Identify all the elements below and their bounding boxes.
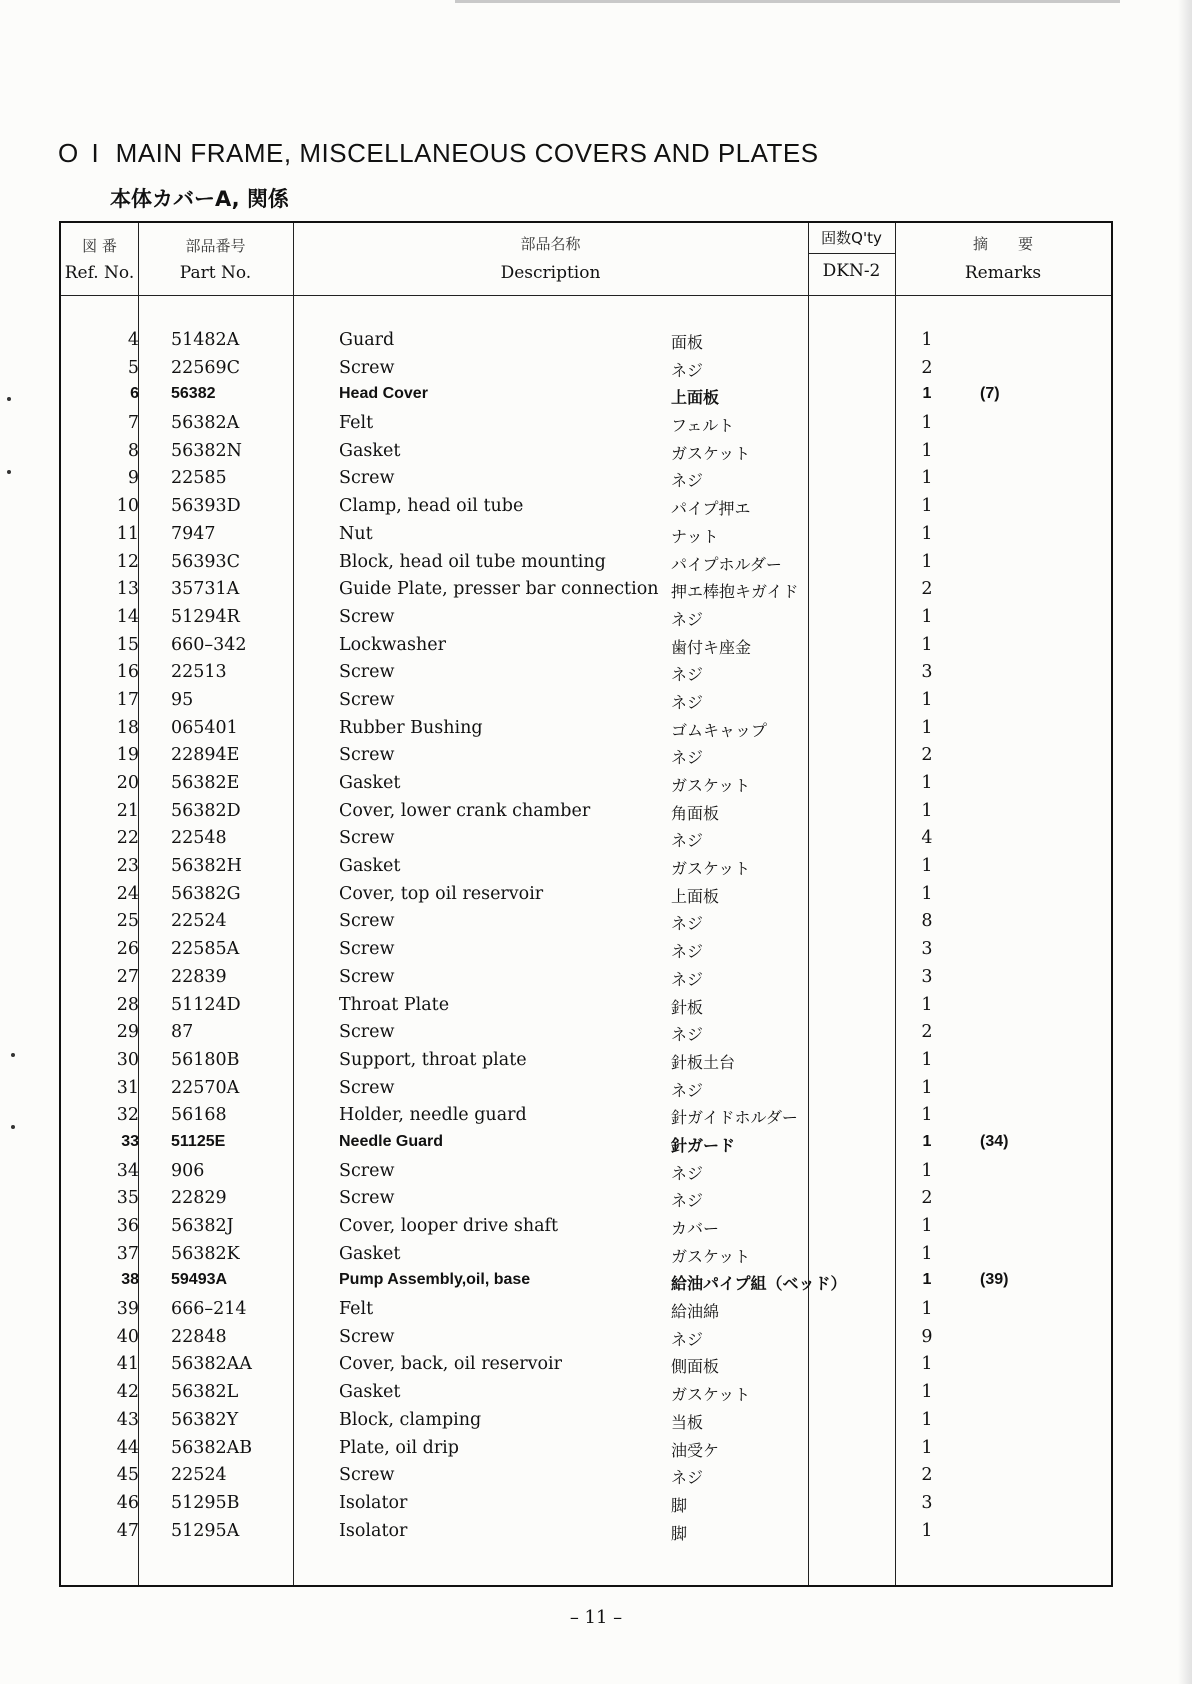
table-row [61, 1379, 1111, 1407]
quantity: 1 [921, 496, 933, 517]
ref-no: 28 [116, 994, 139, 1015]
description: Cover, top oil reservoir [339, 883, 544, 904]
ref-no: 25 [116, 911, 139, 932]
remarks: (39) [980, 1271, 1009, 1289]
ref-no: 22 [116, 828, 139, 849]
table-row [61, 632, 1111, 660]
description: Pump Assembly,oil, base [339, 1271, 531, 1289]
table-row [61, 881, 1111, 909]
description-jp: ネジ [671, 1025, 704, 1045]
part-no: 59493A [171, 1271, 228, 1289]
table-row [61, 604, 1111, 632]
ref-no: 47 [116, 1520, 139, 1541]
table-body [61, 327, 1111, 1545]
description: Plate, oil drip [339, 1437, 459, 1458]
quantity: 2 [921, 745, 933, 766]
description-jp: ガスケット [671, 1246, 751, 1266]
part-no: 22894E [171, 745, 240, 766]
quantity: 1 [921, 994, 933, 1015]
description-jp: ゴムキャップ [671, 720, 768, 740]
description-jp: ネジ [671, 748, 704, 768]
ref-no: 29 [116, 1022, 139, 1043]
table-row [61, 1268, 1111, 1296]
ref-no: 4 [127, 330, 139, 350]
ref-no: 20 [116, 773, 139, 793]
quantity: 1 [921, 1160, 933, 1181]
part-no: 22829 [171, 1188, 227, 1209]
description: Gasket [339, 856, 401, 877]
part-no: 56382L [171, 1382, 239, 1403]
ref-no: 39 [116, 1299, 139, 1320]
remarks: (34) [980, 1132, 1009, 1150]
remarks: (7) [980, 385, 1000, 403]
part-no: 51124D [171, 994, 241, 1015]
description: Guide Plate, presser bar connection [339, 579, 659, 600]
description-jp: ネジ [671, 1468, 704, 1488]
table-row [61, 1213, 1111, 1241]
ref-no: 18 [116, 717, 139, 738]
header-remarks: Remarks [964, 263, 1042, 283]
table-row [61, 493, 1111, 521]
part-no: 22513 [171, 662, 227, 683]
part-no: 51294R [171, 606, 240, 627]
description-jp: ネジ [671, 942, 704, 962]
table-row [61, 798, 1111, 826]
quantity: 1 [922, 1271, 932, 1289]
description: Screw [339, 662, 395, 683]
header-remarks-jp: 摘 要 [972, 235, 1033, 253]
ref-no: 42 [116, 1382, 139, 1403]
table-row [61, 549, 1111, 577]
table-row [61, 438, 1111, 466]
description-jp: 針ガイドホルダー [671, 1108, 798, 1128]
ref-no: 17 [116, 689, 139, 710]
part-no: 906 [171, 1160, 205, 1181]
part-no: 22848 [171, 1326, 227, 1347]
quantity: 1 [921, 717, 933, 738]
description-jp: ガスケット [671, 1385, 751, 1405]
part-no: 22548 [171, 828, 227, 849]
quantity: 1 [921, 1216, 933, 1236]
description: Screw [339, 828, 395, 849]
part-no: 56180B [171, 1049, 240, 1070]
binding-hole-mark [7, 470, 11, 474]
part-no: 56168 [171, 1105, 227, 1126]
part-no: 95 [171, 689, 194, 710]
description-jp: 角面板 [671, 803, 720, 823]
scan-top-line [455, 0, 1120, 3]
description: Gasket [339, 773, 401, 793]
description: Felt [339, 1299, 374, 1320]
description: Holder, needle guard [339, 1105, 527, 1126]
table-row [61, 964, 1111, 992]
ref-no: 26 [116, 939, 139, 960]
qty-header-divider [808, 253, 895, 254]
table-row [61, 1462, 1111, 1490]
description: Screw [339, 1160, 395, 1181]
description: Block, clamping [339, 1409, 482, 1430]
section-subtitle: 本体カバーA, 関係 [110, 187, 289, 211]
quantity: 1 [921, 1382, 933, 1403]
quantity: 1 [921, 1105, 933, 1126]
quantity: 1 [921, 413, 933, 434]
description-jp: 脚 [671, 1523, 688, 1543]
description-jp: ネジ [671, 831, 704, 851]
description: Screw [339, 1022, 395, 1043]
ref-no: 13 [116, 579, 139, 600]
description: Rubber Bushing [339, 717, 483, 738]
part-no: 56382H [171, 856, 242, 877]
table-row [61, 355, 1111, 383]
table-row [61, 1296, 1111, 1324]
table-row [61, 1019, 1111, 1047]
description-jp: フェルト [671, 416, 735, 436]
table-row [61, 715, 1111, 743]
ref-no: 5 [127, 357, 139, 378]
section-title [58, 138, 819, 169]
ref-no: 41 [116, 1354, 139, 1375]
ref-no: 33 [121, 1132, 139, 1150]
description: Screw [339, 1188, 395, 1209]
table-row [61, 1075, 1111, 1103]
description: Felt [339, 413, 374, 434]
table-row [61, 410, 1111, 438]
description-jp: 針ガード [671, 1135, 736, 1155]
ref-no: 9 [127, 468, 139, 489]
table-row [61, 1324, 1111, 1352]
part-no: 56382E [171, 773, 240, 793]
description-jp: 脚 [671, 1495, 688, 1515]
quantity: 1 [921, 800, 933, 821]
ref-no: 36 [116, 1216, 139, 1236]
header-desc: Description [500, 263, 601, 283]
description: Gasket [339, 1243, 401, 1264]
part-no: 56382G [171, 883, 241, 904]
description-jp: ネジ [671, 692, 704, 712]
part-no: 51125E [171, 1132, 226, 1150]
ref-no: 32 [116, 1105, 139, 1126]
ref-no: 14 [116, 606, 139, 627]
description: Screw [339, 689, 395, 710]
table-row [61, 992, 1111, 1020]
ref-no: 43 [116, 1409, 139, 1430]
part-no: 56382N [171, 440, 242, 461]
section-number: O I [58, 138, 102, 168]
ref-no: 27 [116, 966, 139, 987]
description: Isolator [339, 1492, 408, 1513]
quantity: 1 [921, 856, 933, 877]
quantity: 2 [921, 1465, 933, 1486]
description: Screw [339, 468, 395, 489]
description: Screw [339, 1326, 395, 1347]
header-ref: Ref. No. [64, 263, 135, 283]
part-no: 065401 [171, 717, 238, 738]
table-row [61, 465, 1111, 493]
quantity: 8 [921, 911, 933, 932]
part-no: 22524 [171, 1465, 227, 1486]
quantity: 3 [921, 662, 933, 683]
description: Screw [339, 745, 395, 766]
quantity: 1 [922, 385, 932, 403]
part-no: 56382 [171, 385, 216, 403]
description-jp: 上面板 [671, 886, 720, 906]
table-row [61, 687, 1111, 715]
table-row [61, 936, 1111, 964]
quantity: 4 [921, 828, 933, 849]
part-no: 7947 [171, 523, 216, 544]
header-desc-jp: 部品名称 [520, 235, 581, 253]
header-divider [61, 295, 1111, 296]
description-jp: パイプ押エ [671, 499, 751, 519]
description: Block, head oil tube mounting [339, 551, 606, 572]
parts-table [59, 221, 1113, 1587]
description-jp: ネジ [671, 665, 704, 685]
quantity: 2 [921, 579, 933, 600]
description-jp: ネジ [671, 914, 704, 934]
description: Screw [339, 939, 395, 960]
ref-no: 45 [116, 1465, 139, 1486]
quantity: 1 [921, 1243, 933, 1264]
header-qty: 固数Q'ty [821, 229, 882, 247]
part-no: 56382AB [171, 1437, 253, 1458]
ref-no: 8 [127, 440, 139, 461]
part-no: 22585A [171, 939, 240, 960]
description-jp: 油受ケ [671, 1440, 720, 1460]
quantity: 1 [921, 689, 933, 710]
table-row [61, 1518, 1111, 1546]
description-jp: 面板 [671, 333, 704, 352]
ref-no: 15 [116, 634, 139, 655]
quantity: 1 [921, 1409, 933, 1430]
description-jp: ネジ [671, 1329, 704, 1349]
quantity: 1 [921, 440, 933, 461]
description: Needle Guard [339, 1132, 444, 1150]
description-jp: ガスケット [671, 859, 751, 879]
description-jp: 給油綿 [671, 1302, 720, 1322]
page-number: – 11 – [569, 1607, 623, 1628]
part-no: 56393D [171, 496, 241, 517]
ref-no: 24 [116, 883, 139, 904]
header-qty-model: DKN-2 [822, 261, 881, 281]
table-row [61, 1241, 1111, 1269]
description-jp: カバー [671, 1219, 720, 1238]
part-no: 56382D [171, 800, 241, 821]
binding-hole-mark [11, 1125, 15, 1129]
quantity: 1 [921, 1299, 933, 1320]
quantity: 1 [921, 551, 933, 572]
part-no: 51295B [171, 1492, 240, 1513]
description-jp: 針板土台 [671, 1052, 736, 1072]
part-no: 22839 [171, 966, 227, 987]
description: Cover, lower crank chamber [339, 800, 591, 821]
part-no: 51482A [171, 330, 240, 350]
part-no: 56382Y [171, 1409, 239, 1430]
description-jp: ネジ [671, 471, 704, 491]
binding-hole-mark [11, 1053, 15, 1057]
table-row [61, 521, 1111, 549]
description-jp: ガスケット [671, 443, 751, 463]
scan-edge-shadow [1178, 0, 1192, 1684]
description: Screw [339, 1465, 395, 1486]
description: Gasket [339, 440, 401, 461]
part-no: 56382K [171, 1243, 240, 1264]
description: Screw [339, 966, 395, 987]
description: Screw [339, 606, 395, 627]
description-jp: 側面板 [671, 1357, 720, 1377]
description-jp: ネジ [671, 1080, 704, 1100]
description: Isolator [339, 1520, 408, 1541]
ref-no: 44 [116, 1437, 139, 1458]
quantity: 2 [921, 357, 933, 378]
description: Guard [339, 330, 395, 350]
part-no: 22569C [171, 357, 241, 378]
description-jp: 歯付キ座金 [671, 637, 752, 657]
part-no: 666–214 [171, 1299, 247, 1320]
quantity: 3 [921, 1492, 933, 1513]
ref-no: 30 [116, 1049, 139, 1070]
description-jp: ネジ [671, 360, 704, 380]
ref-no: 38 [121, 1271, 139, 1289]
description: Lockwasher [339, 634, 446, 655]
part-no: 22585 [171, 468, 227, 489]
quantity: 1 [921, 468, 933, 489]
binding-hole-mark [7, 397, 11, 401]
quantity: 9 [921, 1326, 933, 1347]
ref-no: 37 [116, 1243, 139, 1264]
description: Nut [339, 523, 373, 544]
ref-no: 23 [116, 856, 139, 877]
ref-no: 21 [116, 800, 139, 821]
description-jp: 上面板 [671, 388, 720, 408]
quantity: 1 [922, 1132, 932, 1150]
description-jp: ネジ [671, 969, 704, 989]
quantity: 3 [921, 966, 933, 987]
table-row [61, 742, 1111, 770]
quantity: 1 [921, 1049, 933, 1070]
ref-no: 7 [127, 413, 139, 434]
part-no: 56382A [171, 413, 240, 434]
description: Screw [339, 357, 395, 378]
description-jp: ナット [671, 526, 719, 546]
quantity: 1 [921, 523, 933, 544]
table-row [61, 1435, 1111, 1463]
table-row [61, 1351, 1111, 1379]
quantity: 1 [921, 883, 933, 904]
quantity: 1 [921, 1077, 933, 1098]
part-no: 56382J [171, 1216, 234, 1236]
header-part-jp: 部品番号 [185, 237, 246, 255]
description: Cover, looper drive shaft [339, 1216, 559, 1236]
table-row [61, 382, 1111, 410]
description-jp: ネジ [671, 1191, 704, 1211]
description: Cover, back, oil reservoir [339, 1354, 563, 1375]
description-jp: パイプホルダー [671, 554, 782, 574]
ref-no: 34 [116, 1160, 139, 1181]
table-row [61, 1102, 1111, 1130]
part-no: 35731A [171, 579, 240, 600]
part-no: 51295A [171, 1520, 240, 1541]
description: Head Cover [339, 385, 428, 403]
quantity: 2 [921, 1022, 933, 1043]
description: Throat Plate [339, 994, 450, 1015]
table-row [61, 908, 1111, 936]
description-jp: ガスケット [671, 776, 751, 795]
quantity: 1 [921, 330, 933, 350]
table-row [61, 853, 1111, 881]
section-title-text: MAIN FRAME, MISCELLANEOUS COVERS AND PLATES [115, 138, 819, 168]
part-no: 22524 [171, 911, 227, 932]
ref-no: 35 [116, 1188, 139, 1209]
quantity: 2 [921, 1188, 933, 1209]
description: Support, throat plate [339, 1049, 527, 1070]
header-part: Part No. [179, 263, 252, 283]
description: Clamp, head oil tube [339, 496, 524, 517]
description-jp: 針板 [671, 997, 704, 1017]
ref-no: 10 [116, 496, 139, 517]
part-no: 87 [171, 1022, 194, 1043]
quantity: 1 [921, 634, 933, 655]
table-row [61, 1130, 1111, 1158]
table-row [61, 1047, 1111, 1075]
ref-no: 6 [130, 385, 139, 403]
part-no: 56382AA [171, 1354, 252, 1375]
ref-no: 46 [116, 1492, 139, 1513]
table-row [61, 1407, 1111, 1435]
ref-no: 31 [116, 1077, 139, 1098]
description: Gasket [339, 1382, 401, 1403]
description: Screw [339, 1077, 395, 1098]
ref-no: 40 [116, 1326, 139, 1347]
table-row [61, 1158, 1111, 1186]
quantity: 3 [921, 939, 933, 960]
table-row [61, 1490, 1111, 1518]
description-jp: 当板 [671, 1412, 704, 1432]
quantity: 1 [921, 1437, 933, 1458]
ref-no: 19 [116, 745, 139, 766]
table-row [61, 770, 1111, 798]
table-row [61, 659, 1111, 687]
description-jp: 押エ棒抱キガイド [671, 582, 799, 602]
ref-no: 11 [116, 523, 139, 544]
quantity: 1 [921, 1354, 933, 1375]
description-jp: ネジ [671, 1163, 704, 1183]
quantity: 1 [921, 1520, 933, 1541]
quantity: 1 [921, 606, 933, 627]
ref-no: 16 [116, 662, 139, 683]
part-no: 22570A [171, 1077, 240, 1098]
description: Screw [339, 911, 395, 932]
description-jp: ネジ [671, 609, 704, 629]
quantity: 1 [921, 773, 933, 793]
part-no: 56393C [171, 551, 241, 572]
table-row [61, 825, 1111, 853]
table-row [61, 576, 1111, 604]
ref-no: 12 [116, 551, 139, 572]
header-ref-jp: 図 番 [82, 237, 117, 255]
table-row [61, 1185, 1111, 1213]
part-no: 660–342 [171, 634, 247, 655]
table-row [61, 327, 1111, 355]
description-jp: 給油パイプ組（ベッド） [671, 1274, 847, 1294]
